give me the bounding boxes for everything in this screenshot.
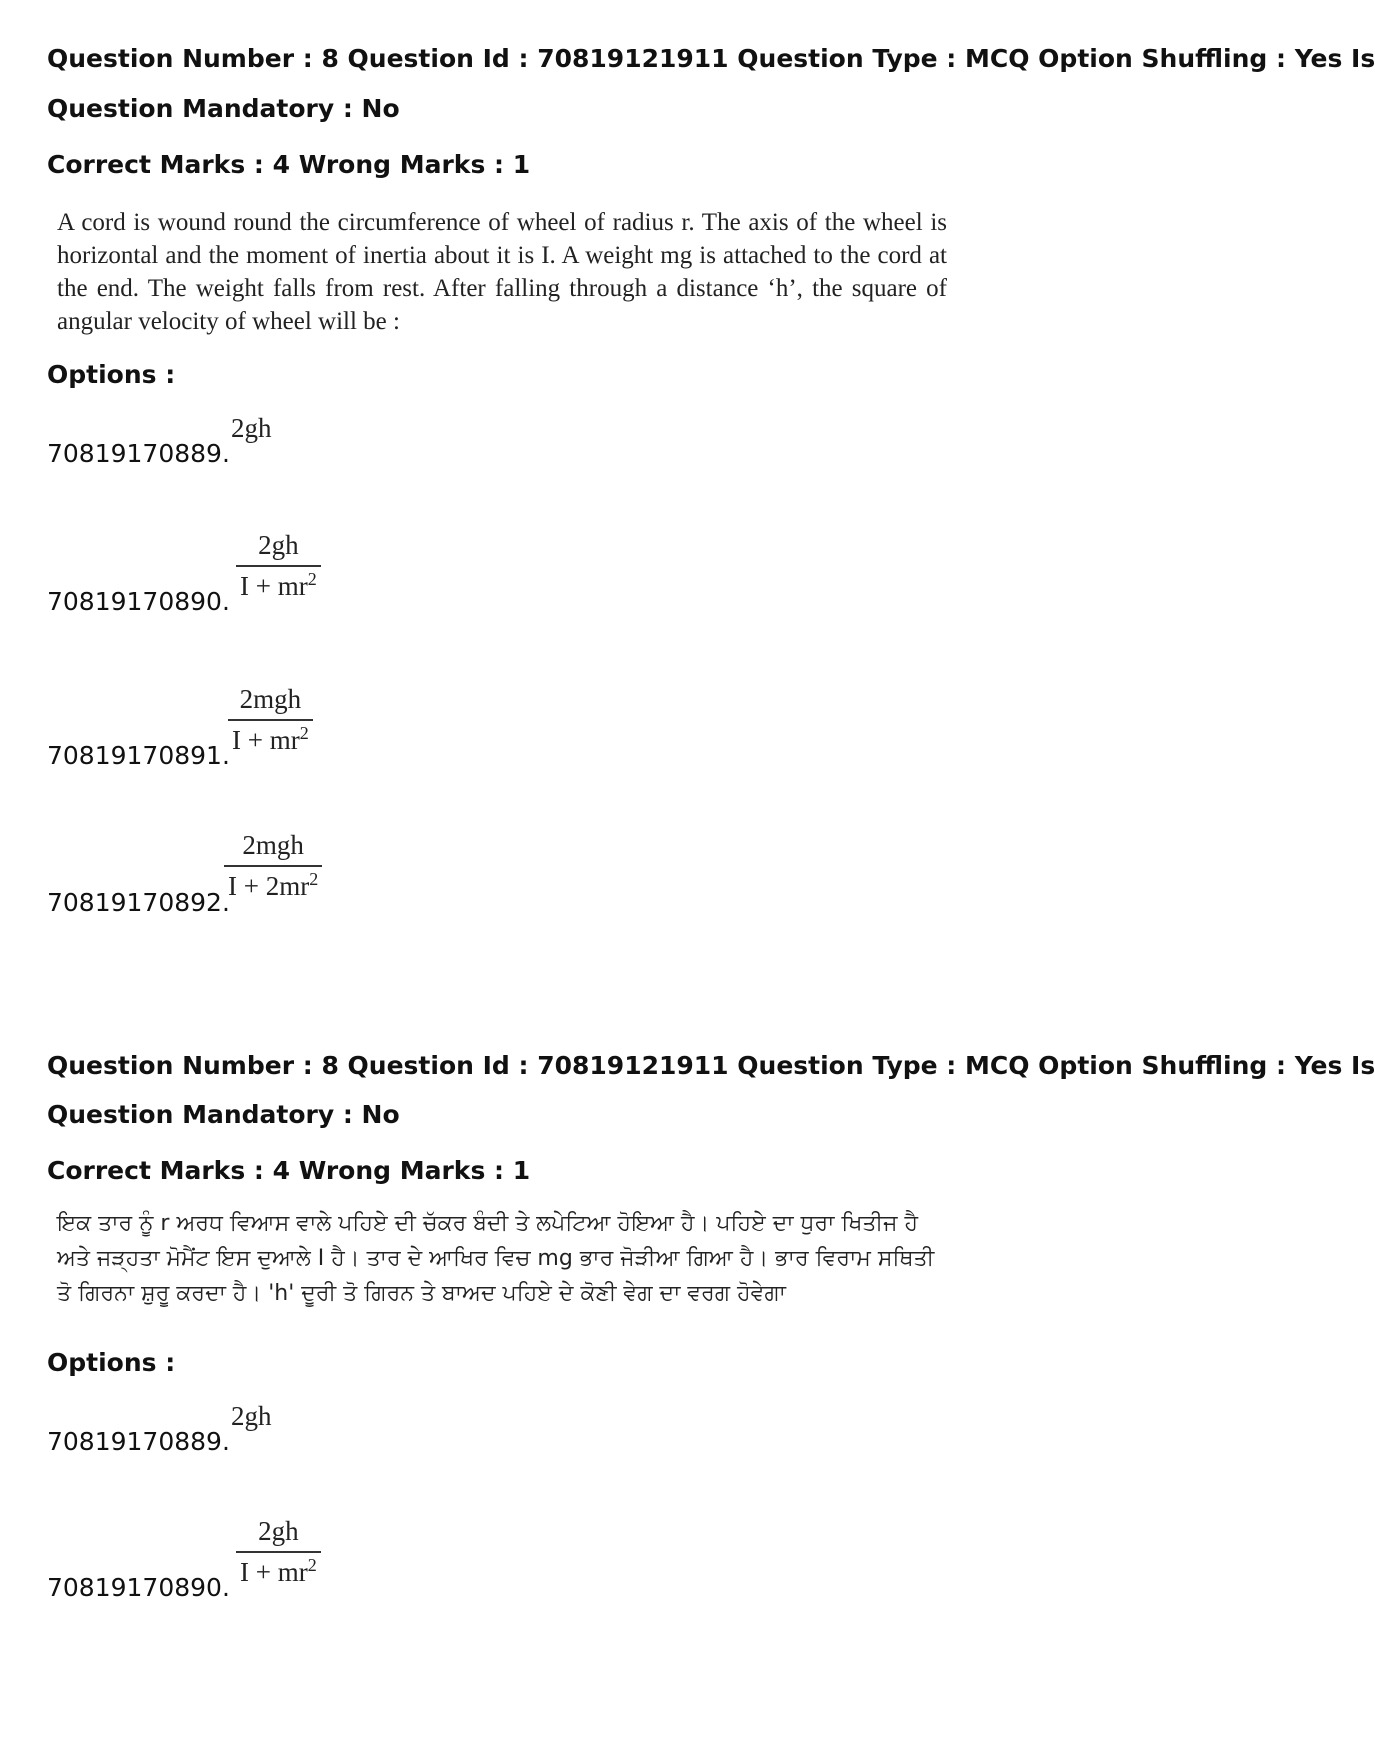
question-text: A cord is wound round the circumference of wheel of radius r. The axis of the wheel is horizontal and the moment of inertia about it is I. A weight mg is attached to the cord at the end. The weight falls from rest. After falling through a distance ‘h’, the square of angular velocity of wheel will be : — [57, 209, 947, 335]
option-id: 70819170890. — [47, 587, 230, 616]
option-formula[interactable] — [236, 1516, 321, 1588]
option-id: 70819170892. — [47, 888, 230, 917]
fraction — [236, 1516, 321, 1588]
formula-denominator — [228, 719, 313, 756]
formula-numerator: 2gh — [258, 530, 299, 560]
fraction — [236, 530, 321, 602]
option-formula[interactable] — [224, 830, 322, 902]
options-label: Options : — [47, 1348, 176, 1377]
exponent: 2 — [299, 723, 309, 743]
formula-numerator: 2gh — [258, 1516, 299, 1546]
question-header-line1: Question Number : 8 Question Id : 70819121911 Question Type : MCQ Option Shuffling : Yes Is — [47, 1051, 1375, 1080]
question-header-line1: Question Number : 8 Question Id : 70819121911 Question Type : MCQ Option Shuffling : Yes Is — [47, 44, 1375, 73]
option-id: 70819170889. — [47, 1427, 230, 1456]
exponent: 2 — [307, 1555, 317, 1575]
formula-numerator: 2gh — [231, 413, 272, 443]
exponent: 2 — [309, 869, 319, 889]
formula-numerator: 2mgh — [242, 830, 304, 860]
option-id: 70819170890. — [47, 1573, 230, 1602]
formula-denominator — [236, 565, 321, 602]
denominator-base: I + 2mr — [228, 871, 310, 901]
option-formula[interactable] — [231, 1401, 272, 1432]
fraction — [228, 684, 313, 756]
formula-denominator — [224, 865, 322, 902]
question-header-line2: Question Mandatory : No — [47, 1100, 400, 1129]
question-text: ਇਕ ਤਾਰ ਨੂੰ r ਅਰਧ ਵਿਆਸ ਵਾਲੇ ਪਹਿਏ ਦੀ ਚੱਕਰ ਬੰਦੀ ਤੇ ਲਪੇਟਿਆ ਹੋਇਆ ਹੈ। ਪਹਿਏ ਦਾ ਧੁਰਾ ਖਿਤੀਜ ਹੈ ਅਤੇ ਜੜ੍ਹਤਾ ਮੋਮੈਂਟ ਇਸ ਦੁਆਲੇ I ਹੈ। ਤਾਰ ਦੇ ਆਖਿਰ ਵਿਚ mg ਭਾਰ ਜੋੜੀਆ ਗਿਆ ਹੈ। ਭਾਰ ਵਿਰਾਮ ਸਥਿਤੀ ਤੋ ਗਿਰਨਾ ਸ਼ੁਰੂ ਕਰਦਾ ਹੈ। 'h' ਦੂਰੀ ਤੋ ਗਿਰਨ ਤੇ ਬਾਅਦ ਪਹਿਏ ਦੇ ਕੋਣੀ ਵੇਗ ਦਾ ਵਰਗ ਹੋਵੇਗਾ — [57, 1211, 935, 1306]
question-header-line2: Question Mandatory : No — [47, 94, 400, 123]
formula-numerator: 2mgh — [239, 684, 302, 714]
fraction — [224, 830, 322, 902]
question-marks: Correct Marks : 4 Wrong Marks : 1 — [47, 1156, 531, 1185]
formula-denominator — [236, 1551, 321, 1588]
options-label: Options : — [47, 360, 176, 389]
denominator-base: I + mr — [232, 725, 300, 755]
denominator-base: I + mr — [240, 1557, 308, 1587]
denominator-base: I + mr — [240, 571, 308, 601]
option-formula[interactable] — [236, 530, 321, 602]
option-formula[interactable] — [231, 413, 272, 444]
option-id: 70819170891. — [47, 741, 230, 770]
formula-numerator: 2gh — [231, 1401, 272, 1431]
question-marks: Correct Marks : 4 Wrong Marks : 1 — [47, 150, 531, 179]
option-formula[interactable] — [228, 684, 313, 756]
exponent: 2 — [307, 569, 317, 589]
option-id: 70819170889. — [47, 439, 230, 468]
